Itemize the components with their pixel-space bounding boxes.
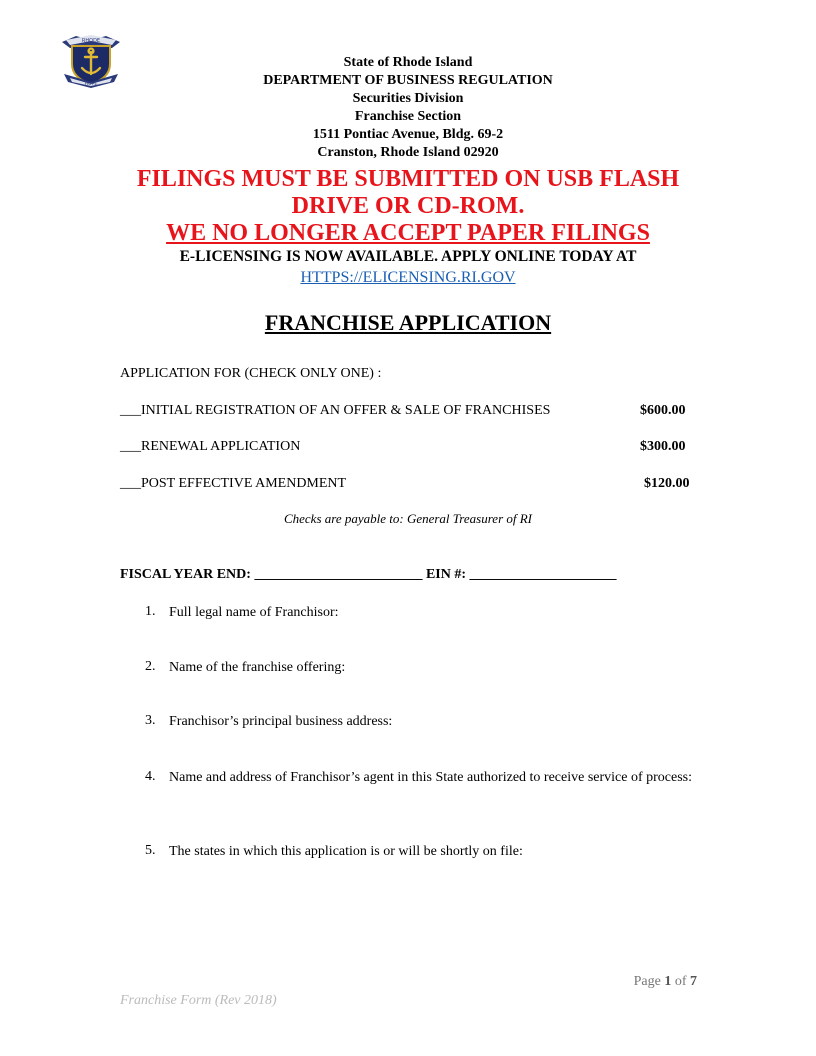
option-label: ___RENEWAL APPLICATION xyxy=(120,439,301,454)
ein-field[interactable]: EIN #: _____________________ xyxy=(425,567,617,582)
item-number: 3. xyxy=(145,713,156,728)
notice-line-3-text: WE NO LONGER ACCEPT PAPER FILINGS xyxy=(166,220,650,246)
item-states-on-file: The states in which this application is or will be shortly on file: xyxy=(169,844,523,859)
item-number: 2. xyxy=(145,659,156,674)
elicensing-notice: E-LICENSING IS NOW AVAILABLE. APPLY ONLINE TODAY AT xyxy=(179,248,637,265)
option-label: ___INITIAL REGISTRATION OF AN OFFER & SALE OF FRANCHISES xyxy=(120,403,551,418)
header-address: 1511 Pontiac Avenue, Bldg. 69-2 xyxy=(312,127,504,142)
fiscal-ein-row xyxy=(120,566,617,584)
page-title xyxy=(0,310,816,336)
page-number xyxy=(634,973,697,991)
elicensing-link-row xyxy=(0,268,816,288)
notice-line-2: DRIVE OR CD-ROM. xyxy=(291,193,525,219)
item-franchise-offering-name: Name of the franchise offering: xyxy=(169,660,346,675)
item-number: 1. xyxy=(145,604,156,619)
option-fee: $300.00 xyxy=(640,439,686,454)
option-renewal-application[interactable] xyxy=(120,438,700,456)
seal-bottom-text: HOPE xyxy=(84,82,98,87)
fiscal-year-end-field[interactable]: FISCAL YEAR END: ________________________ xyxy=(120,567,423,582)
header-department: DEPARTMENT OF BUSINESS REGULATION xyxy=(263,73,553,88)
header-city: Cranston, Rhode Island 02920 xyxy=(317,145,499,160)
page-current: 1 xyxy=(664,974,672,989)
option-fee: $600.00 xyxy=(640,403,686,418)
form-revision-footer: Franchise Form (Rev 2018) xyxy=(120,993,277,1008)
seal-top-text: RHODE xyxy=(81,38,101,44)
notice-line-3 xyxy=(0,220,816,247)
item-number: 4. xyxy=(145,769,156,784)
header-division: Securities Division xyxy=(352,91,464,106)
option-post-effective-amendment[interactable] xyxy=(120,475,700,493)
header-state: State of Rhode Island xyxy=(343,55,473,70)
item-principal-business-address: Franchisor’s principal business address: xyxy=(169,714,393,729)
item-franchisor-name: Full legal name of Franchisor: xyxy=(169,605,339,620)
page-total: 7 xyxy=(690,974,697,989)
option-fee: $120.00 xyxy=(644,476,690,491)
page-prefix: Page xyxy=(633,974,665,989)
elicensing-link[interactable]: HTTPS://ELICENSING.RI.GOV xyxy=(300,269,516,286)
option-label: ___POST EFFECTIVE AMENDMENT xyxy=(120,476,347,491)
item-number: 5. xyxy=(145,843,156,858)
checks-payable-note: Checks are payable to: General Treasurer of RI xyxy=(283,511,533,526)
header-section: Franchise Section xyxy=(354,109,462,124)
page-of: of xyxy=(671,974,690,989)
page-title-text: FRANCHISE APPLICATION xyxy=(264,310,552,335)
application-for-label: APPLICATION FOR (CHECK ONLY ONE) : xyxy=(120,366,382,381)
item-agent-service-of-process: Name and address of Franchisor’s agent in this State authorized to receive service of process: xyxy=(169,770,693,785)
notice-line-1: FILINGS MUST BE SUBMITTED ON USB FLASH xyxy=(136,166,680,192)
option-initial-registration[interactable] xyxy=(120,402,700,420)
